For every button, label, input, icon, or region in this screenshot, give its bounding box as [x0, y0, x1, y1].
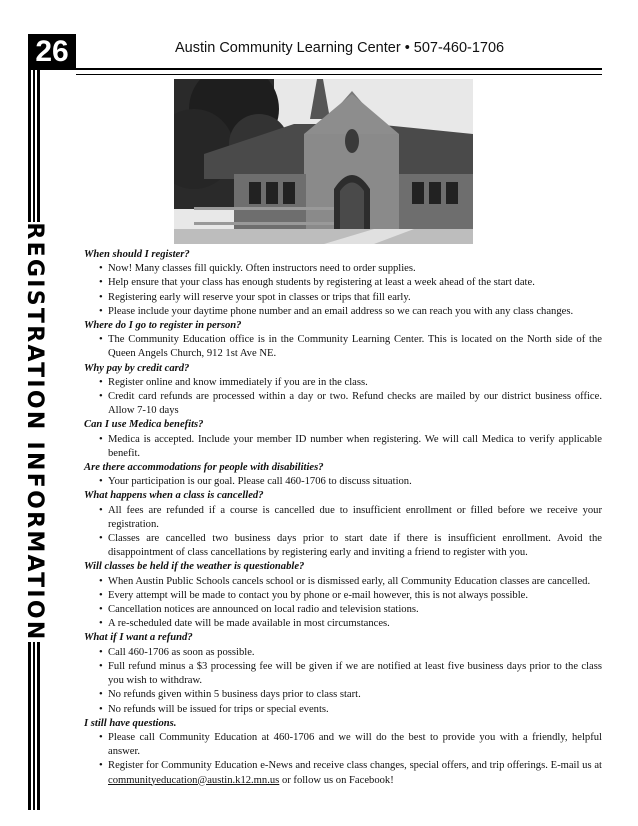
church-icon — [174, 79, 473, 244]
bullet-item: • When Austin Public Schools cancels school or is dismissed early, all Community Education classes are cancelled. — [84, 575, 602, 589]
bullet-item: • Classes are cancelled two business days prior to start date if there is insufficient enrollment. Avoid the disappointment of class cancellations by registering early and inviting a friend to register with you. — [84, 532, 602, 560]
section-question: Where do I go to register in person? — [84, 320, 242, 332]
section-question: What happens when a class is cancelled? — [84, 490, 264, 502]
side-title-wrap — [16, 222, 52, 642]
bullet-item: • Your participation is our goal. Please call 460-1706 to discuss situation. — [84, 475, 602, 489]
church-building-photo — [174, 79, 473, 244]
bullet-item: • Cancellation notices are announced on local radio and television stations. — [84, 603, 602, 617]
section-question: What if I want a refund? — [84, 632, 193, 644]
email-link[interactable]: communityeducation@austin.k12.mn.us — [108, 774, 280, 786]
page-number: 26 — [28, 34, 76, 70]
section-question: Can I use Medica benefits? — [84, 419, 204, 431]
registration-content — [84, 248, 602, 788]
enews-text: Register for Community Education e-News and receive class changes, special offers, and trip offerings. E-mail us at — [108, 760, 602, 772]
bullet-item: • Now! Many classes fill quickly. Often instructors need to order supplies. — [84, 262, 602, 276]
bullet-item: • Medica is accepted. Include your member ID number when registering. We will call Medica to verify applicable benefit. — [84, 433, 602, 461]
section-question: Are there accommodations for people with disabilities? — [84, 462, 324, 474]
section-question: Why pay by credit card? — [84, 362, 190, 374]
bullet-item: • No refunds will be issued for trips or special events. — [84, 703, 602, 717]
bullet-item: • The Community Education office is in the Community Learning Center. This is located on the North side of the Queen Angels Church, 912 1st Ave NE. — [84, 333, 602, 361]
bullet-item: • No refunds given within 5 business days prior to class start. — [84, 688, 602, 702]
bullet-item: • All fees are refunded if a course is cancelled due to insufficient enrollment or filled before we receive your registration. — [84, 504, 602, 532]
header-title: Austin Community Learning Center • 507-460-1706 — [175, 40, 505, 56]
header-rule-thin — [76, 74, 602, 75]
header-rule — [76, 68, 602, 70]
facebook-text: or follow us on Facebook! — [279, 774, 394, 786]
bullet-item: • Please call Community Education at 460-1706 and we will do the best to provide you with a friendly, helpful answer. — [84, 731, 602, 759]
section-question: I still have questions. — [84, 717, 177, 729]
bullet-item: • Full refund minus a $3 processing fee will be given if we are notified at least five business days prior to the class you wish to withdraw. — [84, 660, 602, 688]
bullet-item: • Please include your daytime phone number and an email address so we can reach you with any class changes. — [84, 305, 602, 319]
bullet-item: • Call 460-1706 as soon as possible. — [84, 646, 602, 660]
side-title: REGISTRATION INFORMATION — [22, 222, 47, 642]
bullet-item: • Registering early will reserve your spot in classes or trips that fill early. — [84, 291, 602, 305]
bullet-item: • Every attempt will be made to contact you by phone or e-mail however, this is not always possible. — [84, 589, 602, 603]
section-question: Will classes be held if the weather is questionable? — [84, 561, 305, 573]
bullet-item: • Credit card refunds are processed within a day or two. Refund checks are mailed by our district business office. Allow 7-10 days — [84, 390, 602, 418]
bullet-item: • A re-scheduled date will be made available in most circumstances. — [84, 617, 602, 631]
bullet-item: • Help ensure that your class has enough students by registering at least a week ahead of the start date. — [84, 276, 602, 290]
bullet-item: • Register online and know immediately if you are in the class. — [84, 376, 602, 390]
bullet-item-enews — [84, 759, 602, 787]
section-question: When should I register? — [84, 249, 190, 260]
